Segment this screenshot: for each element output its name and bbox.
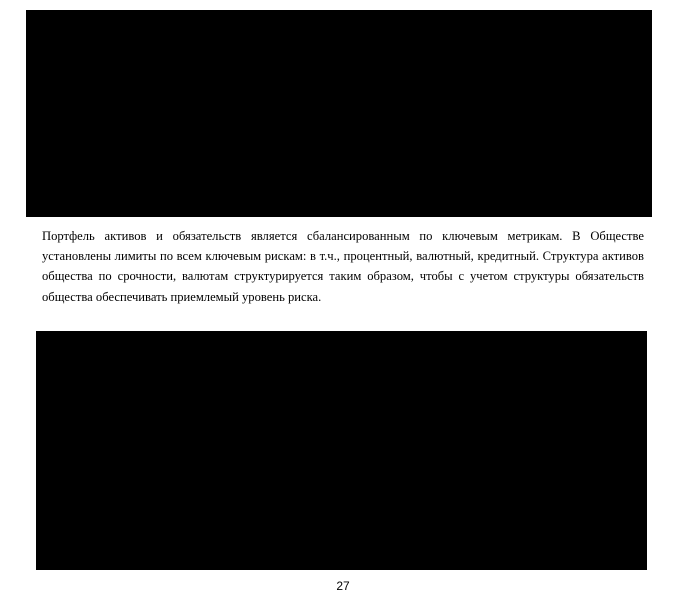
redacted-image-top <box>26 10 652 217</box>
page-number: 27 <box>336 579 350 593</box>
redacted-image-bottom <box>36 331 647 570</box>
body-paragraph: Портфель активов и обязательств является сбалансированным по ключевым метрикам. В Обществе установлены лимиты по всем ключевым рискам: в т.ч., процентный, валютный, кредитный. Структура активов общества по срочности, валютам структурируется таким образом, чтобы с учетом структуры обязательств общества обеспечивать приемлемый уровень риска. <box>42 229 644 304</box>
